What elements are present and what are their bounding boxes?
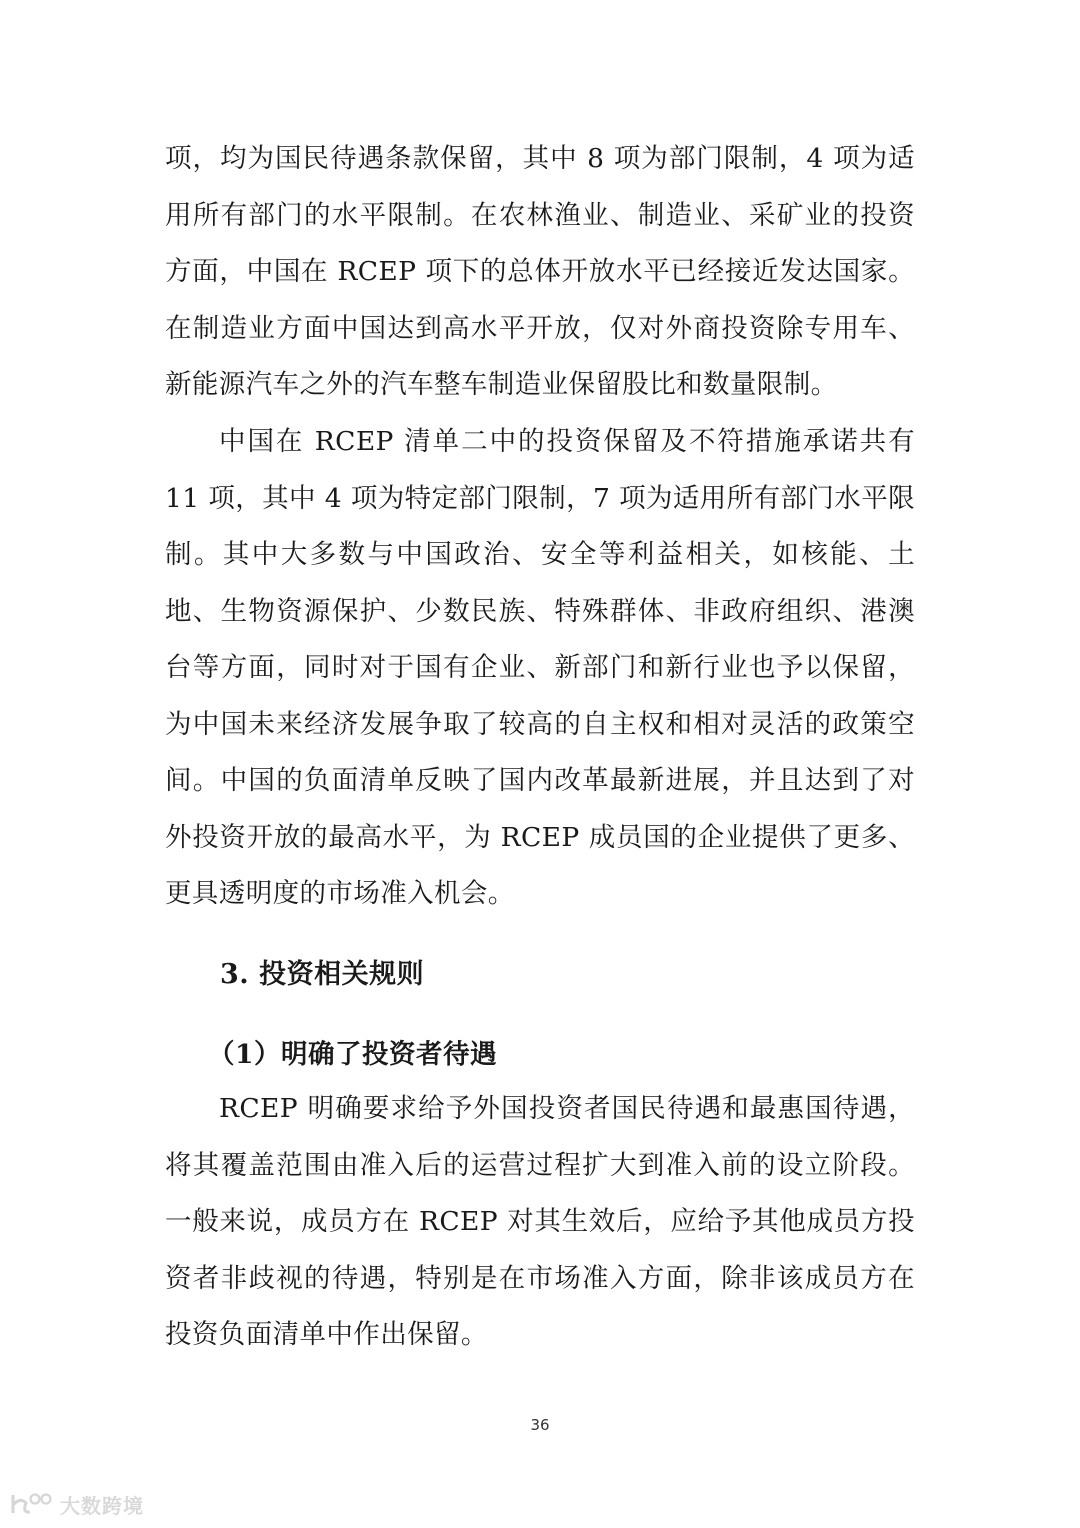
body-paragraph-3: RCEP 明确要求给予外国投资者国民待遇和最惠国待遇，将其覆盖范围由准入后的运营过程扩大到准入前的设立阶段。一般来说，成员方在 RCEP 对其生效后，应给予其他成员方投资者非歧视的待遇，特别是在市场准入方面，除非该成员方在投资负面清单中作出保留。 [165,1093,915,1350]
kuajing-logo-icon [8,1491,54,1517]
watermark-text: 大数跨境 [60,1493,144,1518]
page-number: 36 [530,1416,550,1434]
watermark [8,1490,144,1518]
body-paragraph-2: 中国在 RCEP 清单二中的投资保留及不符措施承诺共有 11 项，其中 4 项为特定部门限制，7 项为适用所有部门水平限制。其中大多数与中国政治、安全等利益相关，如核能、土地、生物资源保护、少数民族、特殊群体、非政府组织、港澳台等方面，同时对于国有企业、新部门和新行业也予以保留，为中国未来经济发展争取了较高的自主权和相对灵活的政策空间。中国的负面清单反映了国内改革最新进展，并且达到了对外投资开放的最高水平，为 RCEP 成员国的企业提供了更多、更具透明度的市场准入机会。 [165,426,915,909]
body-paragraph-1: 项，均为国民待遇条款保留，其中 8 项为部门限制，4 项为适用所有部门的水平限制。在农林渔业、制造业、采矿业的投资方面，中国在 RCEP 项下的总体开放水平已经接近发达国家。在制造业方面中国达到高水平开放，仅对外商投资除专用车、新能源汽车之外的汽车整车制造业保留股比和数量限制。 [165,143,915,400]
subsection-heading: （1）明确了投资者待遇 [208,1039,497,1070]
section-heading: 3. 投资相关规则 [220,959,425,990]
